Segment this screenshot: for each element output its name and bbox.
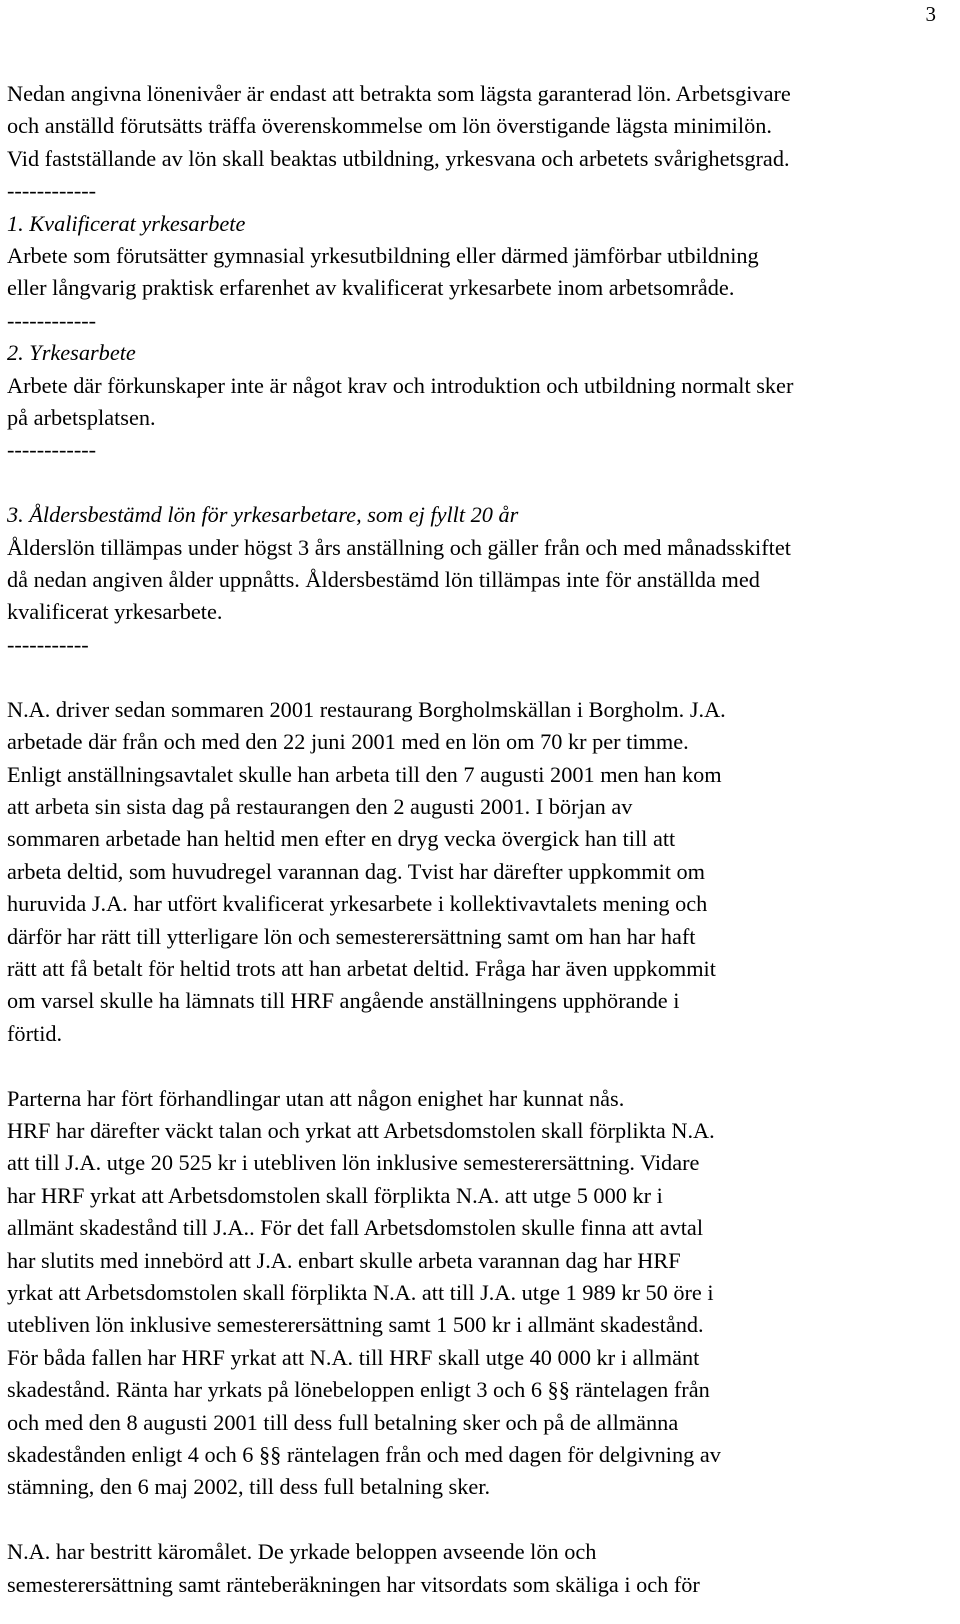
text-line: därför har rätt till ytterligare lön och semesterersättning samt om han har haft (7, 923, 696, 949)
text-line: semesterersättning samt ränteberäkningen har vitsordats som skäliga i och för (7, 1571, 700, 1597)
text-line: arbetade där från och med den 22 juni 2001 med en lön om 70 kr per timme. (7, 729, 689, 755)
text-line: Parterna har fört förhandlingar utan att någon enighet har kunnat nås. (7, 1085, 625, 1111)
paragraph-response (7, 1536, 937, 1601)
text-line: har HRF yrkat att Arbetsdomstolen skall förplikta N.A. att utge 5 000 kr i (7, 1182, 663, 1208)
text-line: på arbetsplatsen. (7, 405, 156, 431)
text-line: utebliven lön inklusive semesterersättning samt 1 500 kr i allmänt skadestånd. (7, 1312, 704, 1338)
section-1 (7, 208, 937, 305)
text-line: om varsel skulle ha lämnats till HRF angående anställningens upphörande i (7, 988, 680, 1014)
separator-line: ----------- (7, 631, 89, 657)
blank-line (7, 1050, 937, 1082)
text-line: huruvida J.A. har utfört kvalificerat yrkesarbete i kollektivavtalets mening och (7, 891, 708, 917)
paragraph-claims (7, 1083, 937, 1504)
blank-line (7, 661, 937, 693)
text-line: skadestånden enligt 4 och 6 §§ räntelagen från och med dagen för delgivning av (7, 1442, 721, 1468)
text-line: arbeta deltid, som huvudregel varannan dag. Tvist har därefter uppkommit om (7, 858, 706, 884)
text-line: har slutits med innebörd att J.A. enbart skulle arbeta varannan dag har HRF (7, 1247, 681, 1273)
text-line: Nedan angivna lönenivåer är endast att betrakta som lägsta garanterad lön. Arbetsgivare (7, 81, 791, 106)
page-number: 3 (925, 2, 936, 26)
section-heading: 2. Yrkesarbete (7, 340, 136, 366)
blank-line (7, 1504, 937, 1536)
text-line: kvalificerat yrkesarbete. (7, 599, 223, 625)
section-3 (7, 499, 937, 629)
text-line: stämning, den 6 maj 2002, till dess full betalning sker. (7, 1474, 491, 1500)
text-line: Ålderslön tillämpas under högst 3 års anställning och gäller från och med månadsskiftet (7, 534, 791, 560)
text-line: rätt att få betalt för heltid trots att han arbetat deltid. Fråga har även uppkommit (7, 955, 716, 981)
separator-line: ------------ (7, 307, 97, 333)
separator-line: ------------ (7, 437, 97, 463)
text-line: För båda fallen har HRF yrkat att N.A. till HRF skall utge 40 000 kr i allmänt (7, 1344, 700, 1370)
document-body (7, 78, 937, 1601)
text-line: och anställd förutsätts träffa överenskommelse om lön överstigande lägsta minimilön. (7, 113, 772, 139)
text-line: yrkat att Arbetsdomstolen skall förplikta N.A. att till J.A. utge 1 989 kr 50 öre i (7, 1279, 714, 1305)
paragraph-background (7, 694, 937, 1050)
text-line: och med den 8 augusti 2001 till dess full betalning sker och på de allmänna (7, 1409, 679, 1435)
text-line: allmänt skadestånd till J.A.. För det fall Arbetsdomstolen skulle finna att avtal (7, 1215, 704, 1241)
text-line: att arbeta sin sista dag på restaurangen den 2 augusti 2001. I början av (7, 793, 633, 819)
text-line: N.A. har bestritt käromålet. De yrkade beloppen avseende lön och (7, 1539, 597, 1565)
text-line: Arbete som förutsätter gymnasial yrkesutbildning eller därmed jämförbar utbildning (7, 243, 759, 269)
text-line: N.A. driver sedan sommaren 2001 restaurang Borgholmskällan i Borgholm. J.A. (7, 696, 726, 722)
separator-line: ------------ (7, 178, 97, 204)
text-line: skadestånd. Ränta har yrkats på lönebeloppen enligt 3 och 6 §§ räntelagen från (7, 1377, 710, 1403)
text-line: att till J.A. utge 20 525 kr i utebliven lön inklusive semesterersättning. Vidare (7, 1150, 700, 1176)
blank-line (7, 467, 937, 499)
text-line: då nedan angiven ålder uppnåtts. Åldersbestämd lön tillämpas inte för anställda med (7, 567, 760, 593)
section-heading: 1. Kvalificerat yrkesarbete (7, 210, 246, 236)
text-line: förtid. (7, 1020, 63, 1046)
text-line: eller långvarig praktisk erfarenhet av kvalificerat yrkesarbete inom arbetsområde. (7, 275, 735, 301)
section-2 (7, 337, 937, 434)
text-line: sommaren arbetade han heltid men efter en dryg vecka övergick han till att (7, 826, 676, 852)
section-heading: 3. Åldersbestämd lön för yrkesarbetare, som ej fyllt 20 år (7, 502, 519, 528)
text-line: Vid fastställande av lön skall beaktas utbildning, yrkesvana och arbetets svårighetsgrad. (7, 145, 790, 171)
text-line: Enligt anställningsavtalet skulle han arbeta till den 7 augusti 2001 men han kom (7, 761, 722, 787)
text-line: HRF har därefter väckt talan och yrkat att Arbetsdomstolen skall förplikta N.A. (7, 1117, 715, 1143)
intro-paragraph (7, 78, 937, 175)
text-line: Arbete där förkunskaper inte är något krav och introduktion och utbildning normalt sker (7, 372, 794, 398)
